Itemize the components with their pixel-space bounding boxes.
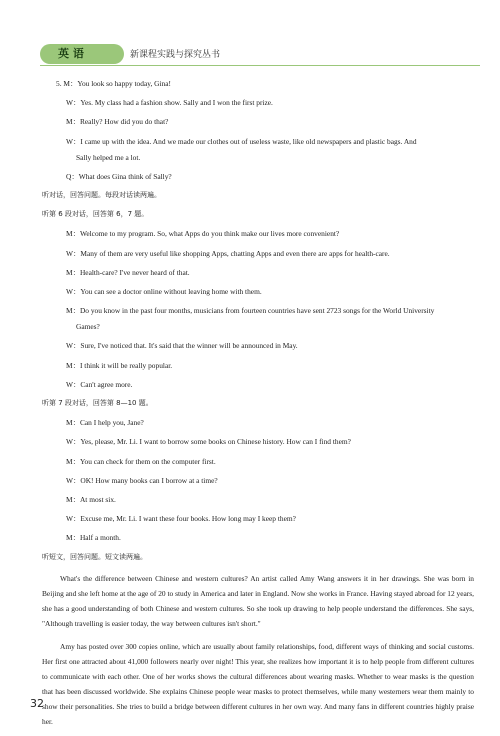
dialogue-line: M：You can check for them on the computer first. bbox=[66, 456, 216, 466]
dialogue-6-instruction: 听第 6 段对话，回答第 6，7 题。 bbox=[42, 210, 149, 219]
page-header bbox=[40, 44, 480, 66]
header-divider bbox=[40, 65, 480, 66]
dialogue-line: W：Yes, please, Mr. Li. I want to borrow some books on Chinese history. How can I find them? bbox=[66, 437, 351, 447]
section-instruction: 听对话，回答问题。每段对话读两遍。 bbox=[42, 191, 161, 200]
dialogue-line: M：Do you know in the past four months, musicians from fourteen countries have sent 2723 songs for the World University bbox=[66, 306, 435, 316]
dialogue-line: W：Excuse me, Mr. Li. I want these four books. How long may I keep them? bbox=[66, 514, 296, 524]
dialogue-line: M：Can I help you, Jane? bbox=[66, 418, 144, 428]
series-title: 新课程实践与探究丛书 bbox=[130, 50, 221, 60]
dialogue-continuation: Games? bbox=[76, 322, 100, 332]
dialogue-line: W：Sure, I've noticed that. It's said that the winner will be announced in May. bbox=[66, 341, 298, 351]
passage-paragraph: What's the difference between Chinese and western cultures? An artist called Amy Wang answers it in her drawings. She was born in Beijing and she left home at the age of 20 to study in America and later in England. Now she works in France. Having stayed abroad for 12 years, she has a good understanding of both Chinese and western cultures. So she took up drawing to help people understand the differences. She says, "Although travelling is easier today, the way between cultures isn't short." bbox=[42, 573, 474, 628]
subject-tab: 英 语 bbox=[40, 44, 124, 64]
dialogue-continuation: Sally helped me a lot. bbox=[76, 152, 141, 162]
dialogue-line: M：I think it will be really popular. bbox=[66, 360, 173, 370]
dialogue-line: W：You can see a doctor online without leaving home with them. bbox=[66, 287, 262, 297]
passage-paragraph: Amy has posted over 300 copies online, which are usually about family relationships, food, different ways of thinking and social customs. Her first one attracted about 41,000 followers nearly over night! This year, she realizes how important it is to help people from different cultures to communicate with each other. One of her works shows the cultural differences about wearing masks. Whether to wear masks is the question that has been discussed worldwide. She explains Chinese people wear masks to protect themselves, while many westerners wear them mainly to show their personalities. She tries to build a bridge between different cultures in her own way. And many fans in different countries highly praise her. bbox=[42, 641, 474, 726]
dialogue-line: W：OK! How many books can I borrow at a time? bbox=[66, 475, 218, 485]
dialogue-line: M：Health-care? I've never heard of that. bbox=[66, 267, 190, 277]
dialogue-line: W：I came up with the idea. And we made our clothes out of useless waste, like old newspapers and plastic bags. And bbox=[66, 136, 417, 146]
dialogue-line: M：Really? How did you do that? bbox=[66, 117, 169, 127]
dialogue-line: M：Welcome to my program. So, what Apps do you think make our lives more convenient? bbox=[66, 229, 340, 239]
dialogue-line: W：Many of them are very useful like shopping Apps, chatting Apps and even there are apps for health-care. bbox=[66, 248, 390, 258]
dialogue-7-instruction: 听第 7 段对话，回答第 8—10 题。 bbox=[42, 399, 153, 408]
dialogue-line: M：At most six. bbox=[66, 495, 116, 505]
dialogue-line: W：Yes. My class had a fashion show. Sally and I won the first prize. bbox=[66, 98, 273, 108]
page-number: 32 bbox=[30, 697, 44, 710]
page-content bbox=[42, 74, 474, 729]
question-line: Q：What does Gina think of Sally? bbox=[66, 171, 172, 181]
dialogue-line: M：Half a month. bbox=[66, 533, 121, 543]
dialogue-line: W：Can't agree more. bbox=[66, 379, 133, 389]
question-5-line: 5. M：You look so happy today, Gina! bbox=[56, 79, 171, 88]
passage-instruction: 听短文，回答问题。短文读两遍。 bbox=[42, 552, 147, 561]
